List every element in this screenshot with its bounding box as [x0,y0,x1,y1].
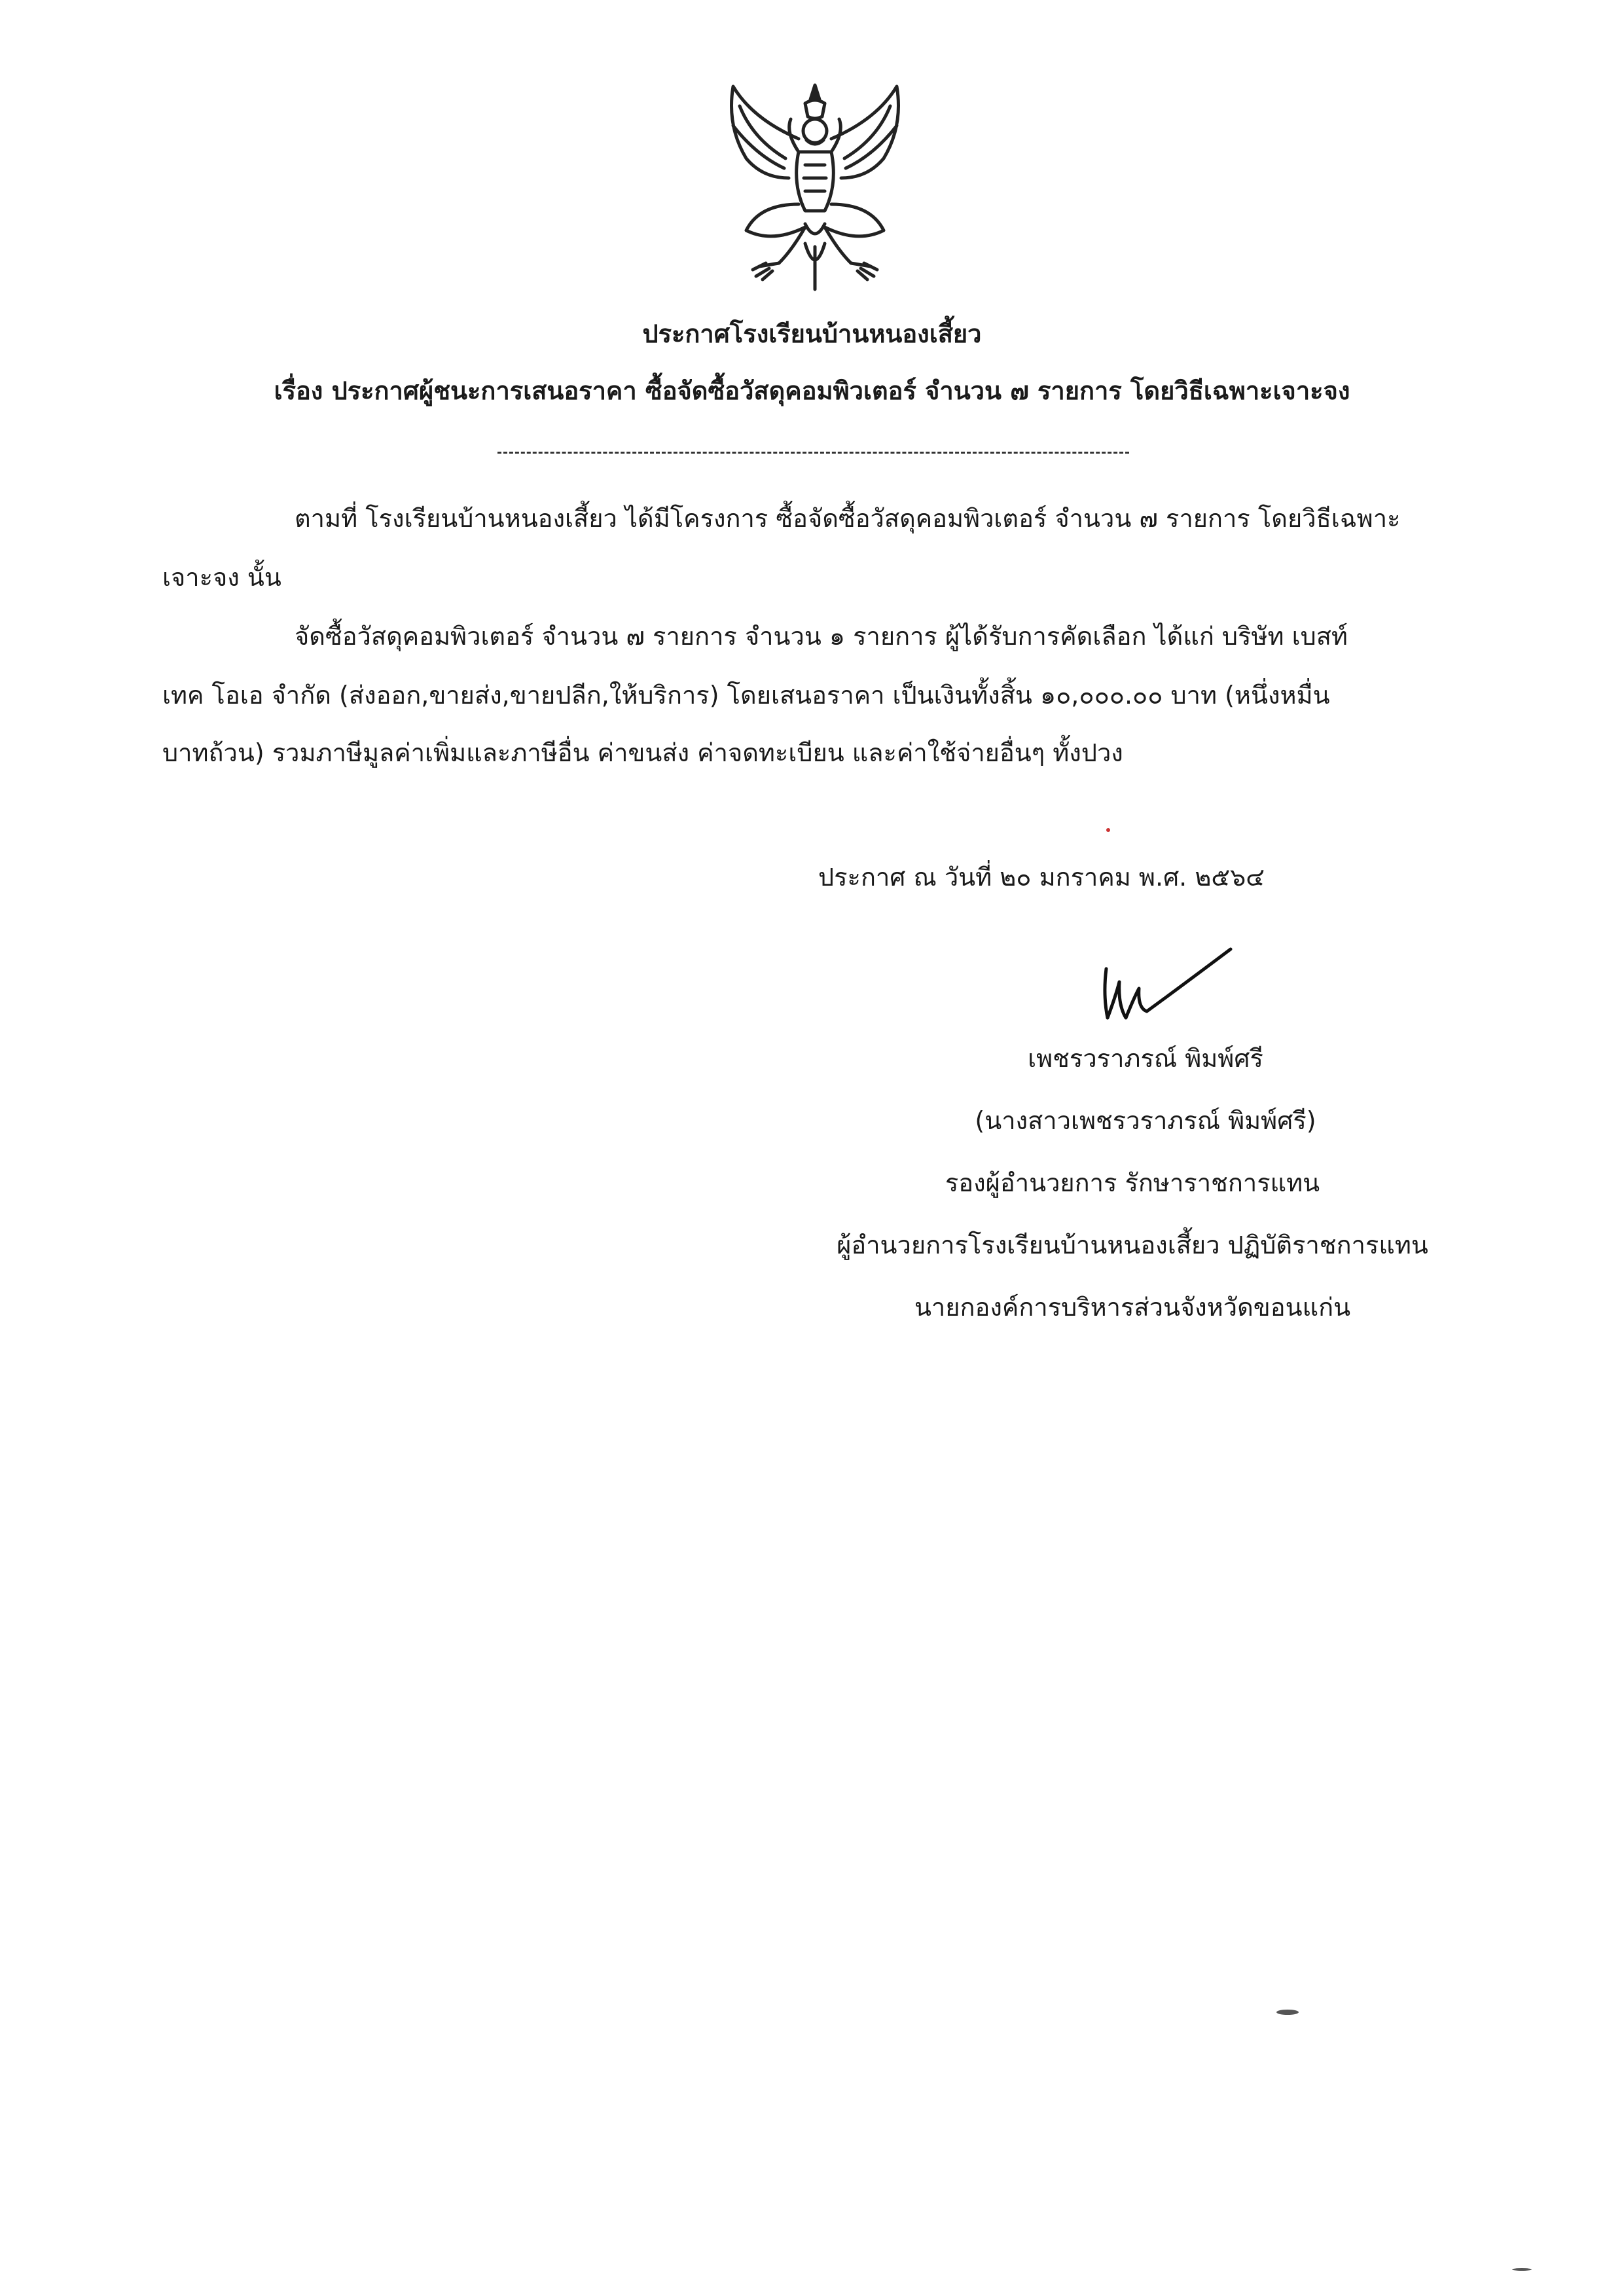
paragraph-1-line-1: ตามที่ โรงเรียนบ้านหนองเสี้ยว ได้มีโครงการ ซื้อจัดซื้อวัสดุคอมพิวเตอร์ จำนวน ๗ รายการ โดยวิธีเฉพาะ [295,504,1401,533]
announcement-subject: เรื่อง ประกาศผู้ชนะการเสนอราคา ซื้อจัดซื้อวัสดุคอมพิวเตอร์ จำนวน ๗ รายการ โดยวิธีเฉพาะเจาะจง [274,376,1350,405]
signer-full-name: (นางสาวเพชรวราภรณ์ พิมพ์ศรี) [975,1106,1316,1135]
paragraph-1-line-2: เจาะจง นั้น [162,563,281,592]
signer-role: ผู้อำนวยการโรงเรียนบ้านหนองเสี้ยว ปฏิบัติราชการแทน [837,1231,1428,1259]
announcement-title: ประกาศโรงเรียนบ้านหนองเสี้ยว [642,319,982,348]
garuda-emblem-icon [707,80,923,296]
scan-speck [1276,2010,1299,2015]
paragraph-2-line-1: จัดซื้อวัสดุคอมพิวเตอร์ จำนวน ๗ รายการ จำนวน ๑ รายการ ผู้ได้รับการคัดเลือก ได้แก่ บริษัท เบสท์ [295,622,1348,651]
signer-position: รองผู้อำนวยการ รักษาราชการแทน [945,1168,1320,1197]
scan-speck [1512,2268,1532,2271]
divider-line [497,452,1129,454]
signer-organization: นายกองค์การบริหารส่วนจังหวัดขอนแก่น [914,1293,1351,1322]
signer-name: เพชรวราภรณ์ พิมพ์ศรี [1028,1044,1263,1073]
paragraph-2-line-2: เทค โอเอ จำกัด (ส่งออก,ขายส่ง,ขายปลีก,ให้บริการ) โดยเสนอราคา เป็นเงินทั้งสิ้น ๑๐,๐๐๐.๐๐ บาท (หนึ่งหมื่น [162,681,1330,710]
handwritten-signature [1100,943,1237,1028]
paragraph-2-line-3: บาทถ้วน) รวมภาษีมูลค่าเพิ่มและภาษีอื่น ค่าขนส่ง ค่าจดทะเบียน และค่าใช้จ่ายอื่นๆ ทั้งปวง [162,738,1123,767]
scan-speck [1106,828,1110,832]
announcement-date: ประกาศ ณ วันที่ ๒๐ มกราคม พ.ศ. ๒๕๖๔ [818,863,1265,892]
